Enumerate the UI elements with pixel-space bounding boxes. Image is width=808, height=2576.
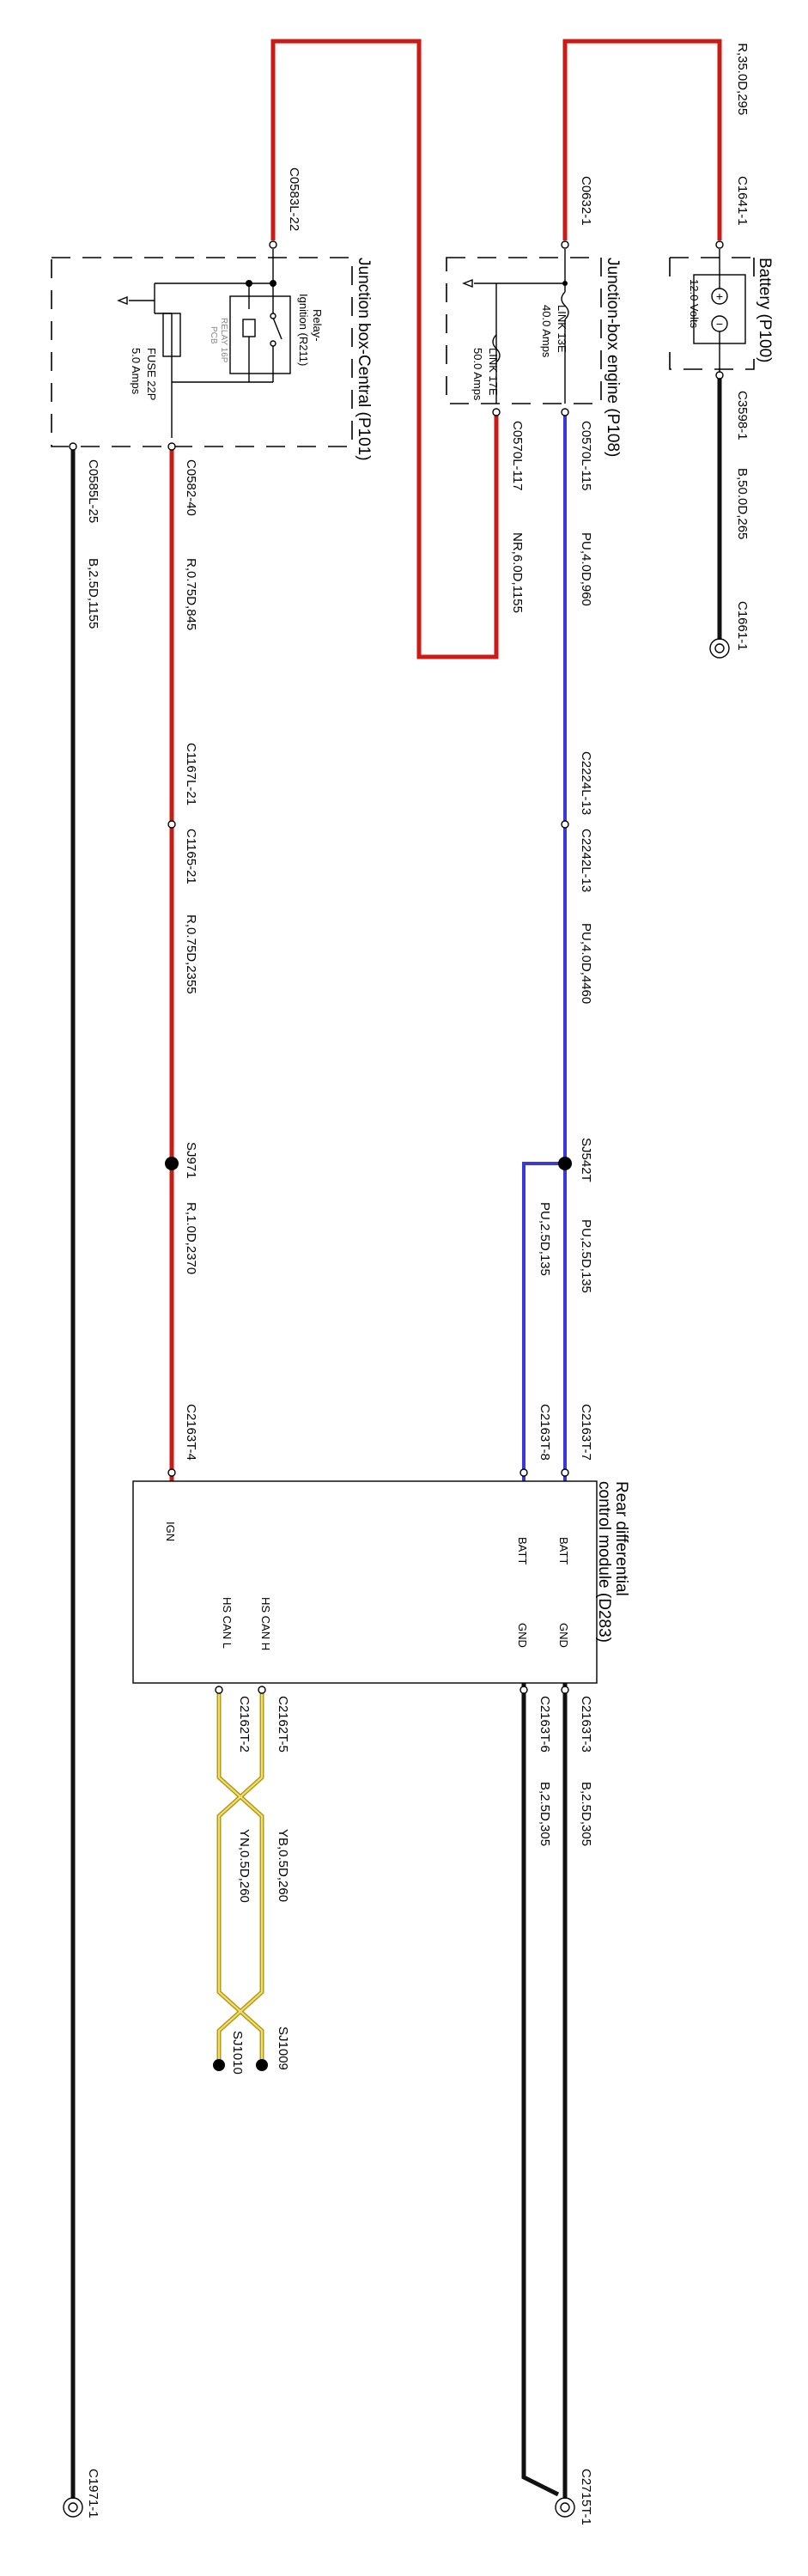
rdcm-ign: IGN	[164, 1522, 177, 1542]
label-c2715: C2715T-1	[579, 2469, 593, 2525]
label-c3598: C3598-1	[735, 391, 750, 440]
ground-icon-c1971	[64, 2498, 82, 2517]
label-sj542t: SJ542T	[579, 1138, 593, 1182]
label-c2163-4: C2163T-4	[184, 1404, 198, 1461]
fuse22-label: FUSE 22P	[145, 348, 158, 401]
wire-label-r1-2370: R,1.0D,2370	[184, 1202, 198, 1275]
connector-pins	[70, 241, 723, 2071]
splice-sj1010	[213, 2059, 225, 2071]
wire-label-b25-1155: B,2.5D,1155	[86, 558, 100, 629]
jb-central-title: Junction box-Central (P101)	[355, 258, 373, 461]
label-c2163-8: C2163T-8	[538, 1404, 552, 1461]
link17-label: LINK 17E	[487, 348, 500, 396]
label-c2162-5: C2162T-5	[276, 1696, 290, 1753]
splice-sj542t	[558, 1157, 572, 1170]
label-c2163-6: C2163T-6	[538, 1696, 552, 1753]
label-c2162-2: C2162T-2	[237, 1696, 252, 1753]
rdcm-title-1: Rear differential	[612, 1481, 630, 1596]
battery-plus-icon: +	[715, 289, 724, 303]
battery-voltage: 12.0 Volts	[688, 279, 701, 329]
label-c1971: C1971-1	[86, 2469, 100, 2518]
label-c0583: C0583L-22	[287, 167, 301, 232]
rdcm-can-h: HS CAN H	[259, 1597, 272, 1651]
wire-label-r075-2355: R,0.75D,2355	[184, 914, 198, 994]
rdcm-gnd-1: GND	[557, 1623, 570, 1648]
label-sj1010: SJ1010	[230, 2031, 245, 2075]
battery-p100	[670, 249, 774, 374]
rdcm-title-2: control module (D283)	[595, 1481, 613, 1643]
splice-sj971	[165, 1157, 179, 1170]
link13-rating: 40.0 Amps	[540, 305, 553, 358]
label-c2224: C2224L-13	[579, 751, 593, 816]
label-c0570-117: C0570L-117	[510, 421, 525, 491]
relay-label-2: Ignition (R211)	[297, 294, 310, 367]
ground-icon-c2715	[556, 2498, 574, 2517]
link17-rating: 50.0 Amps	[471, 348, 484, 401]
splice-sj1009	[256, 2059, 268, 2071]
rdcm-d283	[133, 1481, 630, 1683]
label-sj971: SJ971	[184, 1142, 198, 1179]
wire-label-b50: B,50.0D,265	[735, 468, 750, 540]
junction-box-central-p101	[52, 249, 373, 461]
label-c0632: C0632-1	[579, 176, 593, 226]
rdcm-batt-1: BATT	[557, 1537, 570, 1565]
relay-label-1: Relay-	[311, 309, 324, 342]
wire-label-yn: YN,0.5D,260	[237, 1829, 252, 1903]
label-sj1009: SJ1009	[276, 2026, 290, 2070]
pcb-label-2: PCB	[209, 326, 218, 344]
wire-label-b25-305a: B,2.5D,305	[579, 1782, 593, 1847]
wire-label-pu25-135a: PU,2.5D,135	[579, 1219, 593, 1293]
label-c0570-115: C0570L-115	[579, 421, 593, 491]
label-c1167: C1167L-21	[184, 743, 198, 806]
label-c1641: C1641-1	[735, 176, 750, 226]
wire-label-r075-845: R,0.75D,845	[184, 558, 198, 631]
rdcm-gnd-2: GND	[516, 1623, 529, 1648]
label-c1165: C1165-21	[184, 829, 198, 884]
wire-label-pu4-4460: PU,4.0D,4460	[579, 923, 593, 1005]
wire-label-yb: YB,0.5D,260	[276, 1829, 290, 1903]
ground-icon-c1661	[710, 639, 729, 658]
wire-label-pu25-135b: PU,2.5D,135	[538, 1202, 552, 1276]
battery-minus-icon: −	[715, 317, 724, 331]
label-c0582: C0582-40	[184, 459, 198, 516]
fuse22-rating: 5.0 Amps	[130, 348, 143, 395]
wire-label-r35: R,35.0D,295	[735, 43, 750, 116]
battery-feed-wires	[524, 412, 565, 1481]
pcb-label-1: RELAY 16P	[219, 318, 228, 363]
label-c1661: C1661-1	[735, 601, 750, 651]
wire-label-nr6: NR,6.0D,1155	[510, 532, 525, 613]
label-c2163-3: C2163T-3	[579, 1696, 593, 1753]
jb-engine-title: Junction-box engine (P108)	[604, 258, 622, 458]
battery-title: Battery (P100)	[756, 258, 774, 363]
link13-label: LINK 13E	[556, 305, 568, 353]
label-c2163-7: C2163T-7	[579, 1404, 593, 1461]
wire-label-pu4-960: PU,4.0D,960	[579, 532, 593, 606]
junction-box-engine-p108	[447, 249, 622, 457]
wire-label-b25-305b: B,2.5D,305	[538, 1782, 552, 1847]
rdcm-batt-2: BATT	[516, 1537, 529, 1565]
label-c2242: C2242L-13	[579, 829, 593, 893]
label-c0585: C0585L-25	[86, 459, 100, 524]
rdcm-can-l: HS CAN L	[221, 1597, 234, 1649]
